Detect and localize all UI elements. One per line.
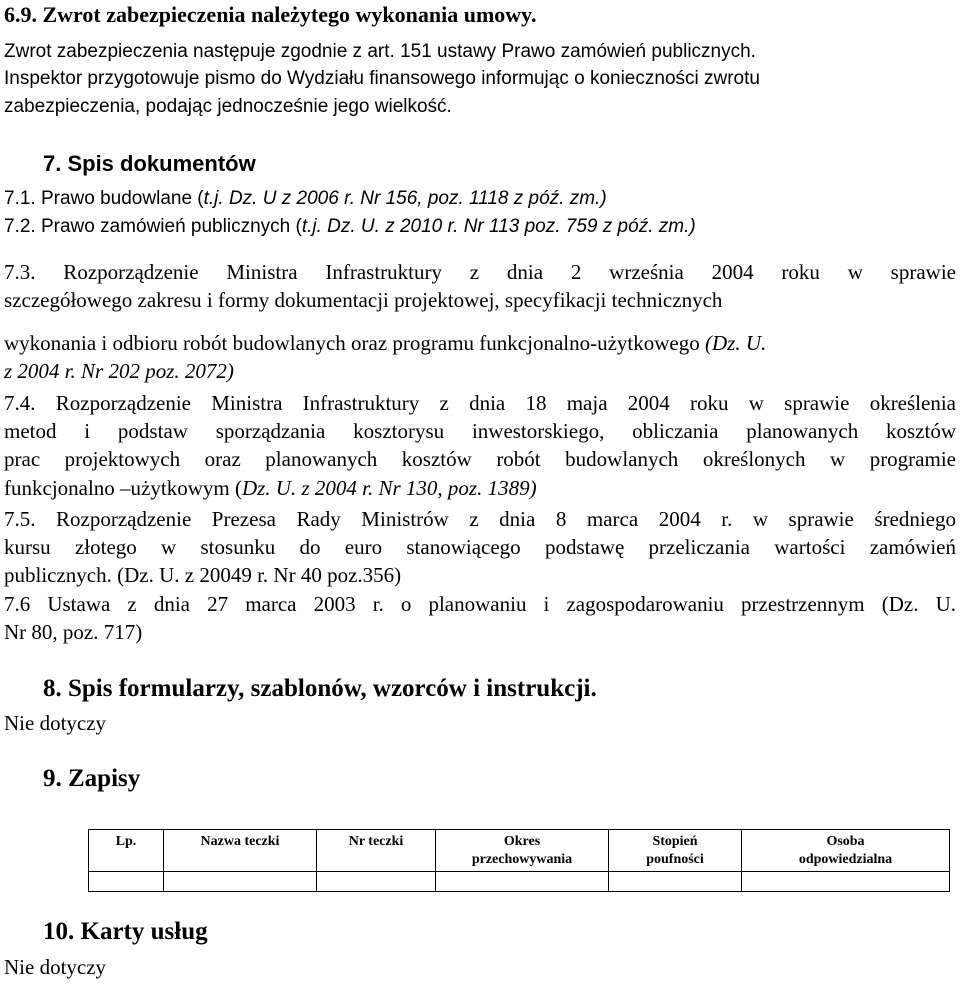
doc-item-7-5-line-3: publicznych. (Dz. U. z 20049 r. Nr 40 poz.356) [4, 563, 402, 587]
col-nazwa-teczki: Nazwa teczki [164, 830, 317, 872]
doc-item-7-5-line-1: 7.5. Rozporządzenie Prezesa Rady Ministrów z dnia 8 marca 2004 r. w sprawie średniego [4, 507, 956, 531]
doc-item-7-1 [4, 188, 607, 210]
section-8-text: Nie dotyczy [4, 711, 107, 735]
doc-item-7-1-ref: t.j. Dz. U z 2006 r. Nr 156, poz. 1118 z póź. zm.) [203, 188, 607, 209]
doc-item-7-3-line-1: 7.3. Rozporządzenie Ministra Infrastruktury z dnia 2 września 2004 roku w sprawie [4, 260, 956, 284]
doc-item-7-2 [4, 216, 696, 238]
col-nr-teczki: Nr teczki [317, 830, 436, 872]
doc-item-7-4-line-2: metod i podstaw sporządzania kosztorysu inwestorskiego, obliczania planowanych kosztów [4, 419, 956, 443]
col-lp: Lp. [89, 830, 164, 872]
doc-item-7-6-line-2: Nr 80, poz. 717) [4, 620, 143, 644]
section-6-9-heading: 6.9. Zwrot zabezpieczenia należytego wykonania umowy. [4, 2, 537, 27]
section-9-heading: 9. Zapisy [43, 765, 141, 792]
doc-item-7-3-line-2: szczegółowego zakresu i formy dokumentacji projektowej, specyfikacji technicznych [4, 288, 723, 312]
records-table [88, 829, 950, 892]
section-8-heading: 8. Spis formularzy, szablonów, wzorców i instrukcji. [43, 675, 597, 702]
doc-item-7-4-line-1: 7.4. Rozporządzenie Ministra Infrastruktury z dnia 18 maja 2004 roku w sprawie określenia [4, 391, 956, 415]
doc-item-7-6-line-1: 7.6 Ustawa z dnia 27 marca 2003 r. o planowaniu i zagospodarowaniu przestrzennym (Dz. U. [4, 592, 956, 616]
section-6-9-line-3: zabezpieczenia, podając jednocześnie jego wielkość. [4, 96, 452, 117]
section-6-9-line-2: Inspektor przygotowuje pismo do Wydziału finansowego informując o konieczności zwrotu [4, 68, 760, 89]
table-row [89, 872, 950, 892]
col-okres-przechowywania: Okres przechowywania [436, 830, 609, 872]
doc-item-7-3-line-3 [4, 331, 766, 356]
doc-item-7-4-line-4-text: funkcjonalno –użytkowym ( [4, 476, 242, 500]
doc-item-7-3-line-4: z 2004 r. Nr 202 poz. 2072) [4, 359, 234, 383]
section-7-heading: 7. Spis dokumentów [43, 151, 256, 176]
section-10-heading: 10. Karty usług [43, 918, 208, 945]
doc-item-7-1-label: 7.1. Prawo budowlane ( [4, 188, 204, 209]
doc-item-7-4-line-3: prac projektowych oraz planowanych kosztów robót budowlanych określonych w programie [4, 447, 956, 471]
records-table-header [89, 830, 950, 872]
doc-item-7-3-line-3-text: wykonania i odbioru robót budowlanych oraz programu funkcjonalno-użytkowego [4, 331, 705, 355]
col-stopien-poufnosci: Stopień poufności [609, 830, 742, 872]
doc-item-7-2-ref: t.j. Dz. U. z 2010 r. Nr 113 poz. 759 z póź. zm.) [301, 216, 696, 237]
doc-item-7-5-line-2: kursu złotego w stosunku do euro stanowiącego podstawę przeliczania wartości zamówień [4, 535, 956, 559]
doc-item-7-3-line-3-ref: (Dz. U. [705, 331, 767, 355]
section-10-text: Nie dotyczy [4, 955, 107, 979]
doc-item-7-2-label: 7.2. Prawo zamówień publicznych ( [4, 216, 302, 237]
section-6-9-line-1: Zwrot zabezpieczenia następuje zgodnie z art. 151 ustawy Prawo zamówień publicznych. [4, 41, 756, 62]
doc-item-7-4-line-4 [4, 476, 537, 501]
doc-item-7-4-line-4-ref: Dz. U. z 2004 r. Nr 130, poz. 1389) [241, 476, 537, 500]
col-osoba-odpowiedzialna: Osoba odpowiedzialna [742, 830, 950, 872]
